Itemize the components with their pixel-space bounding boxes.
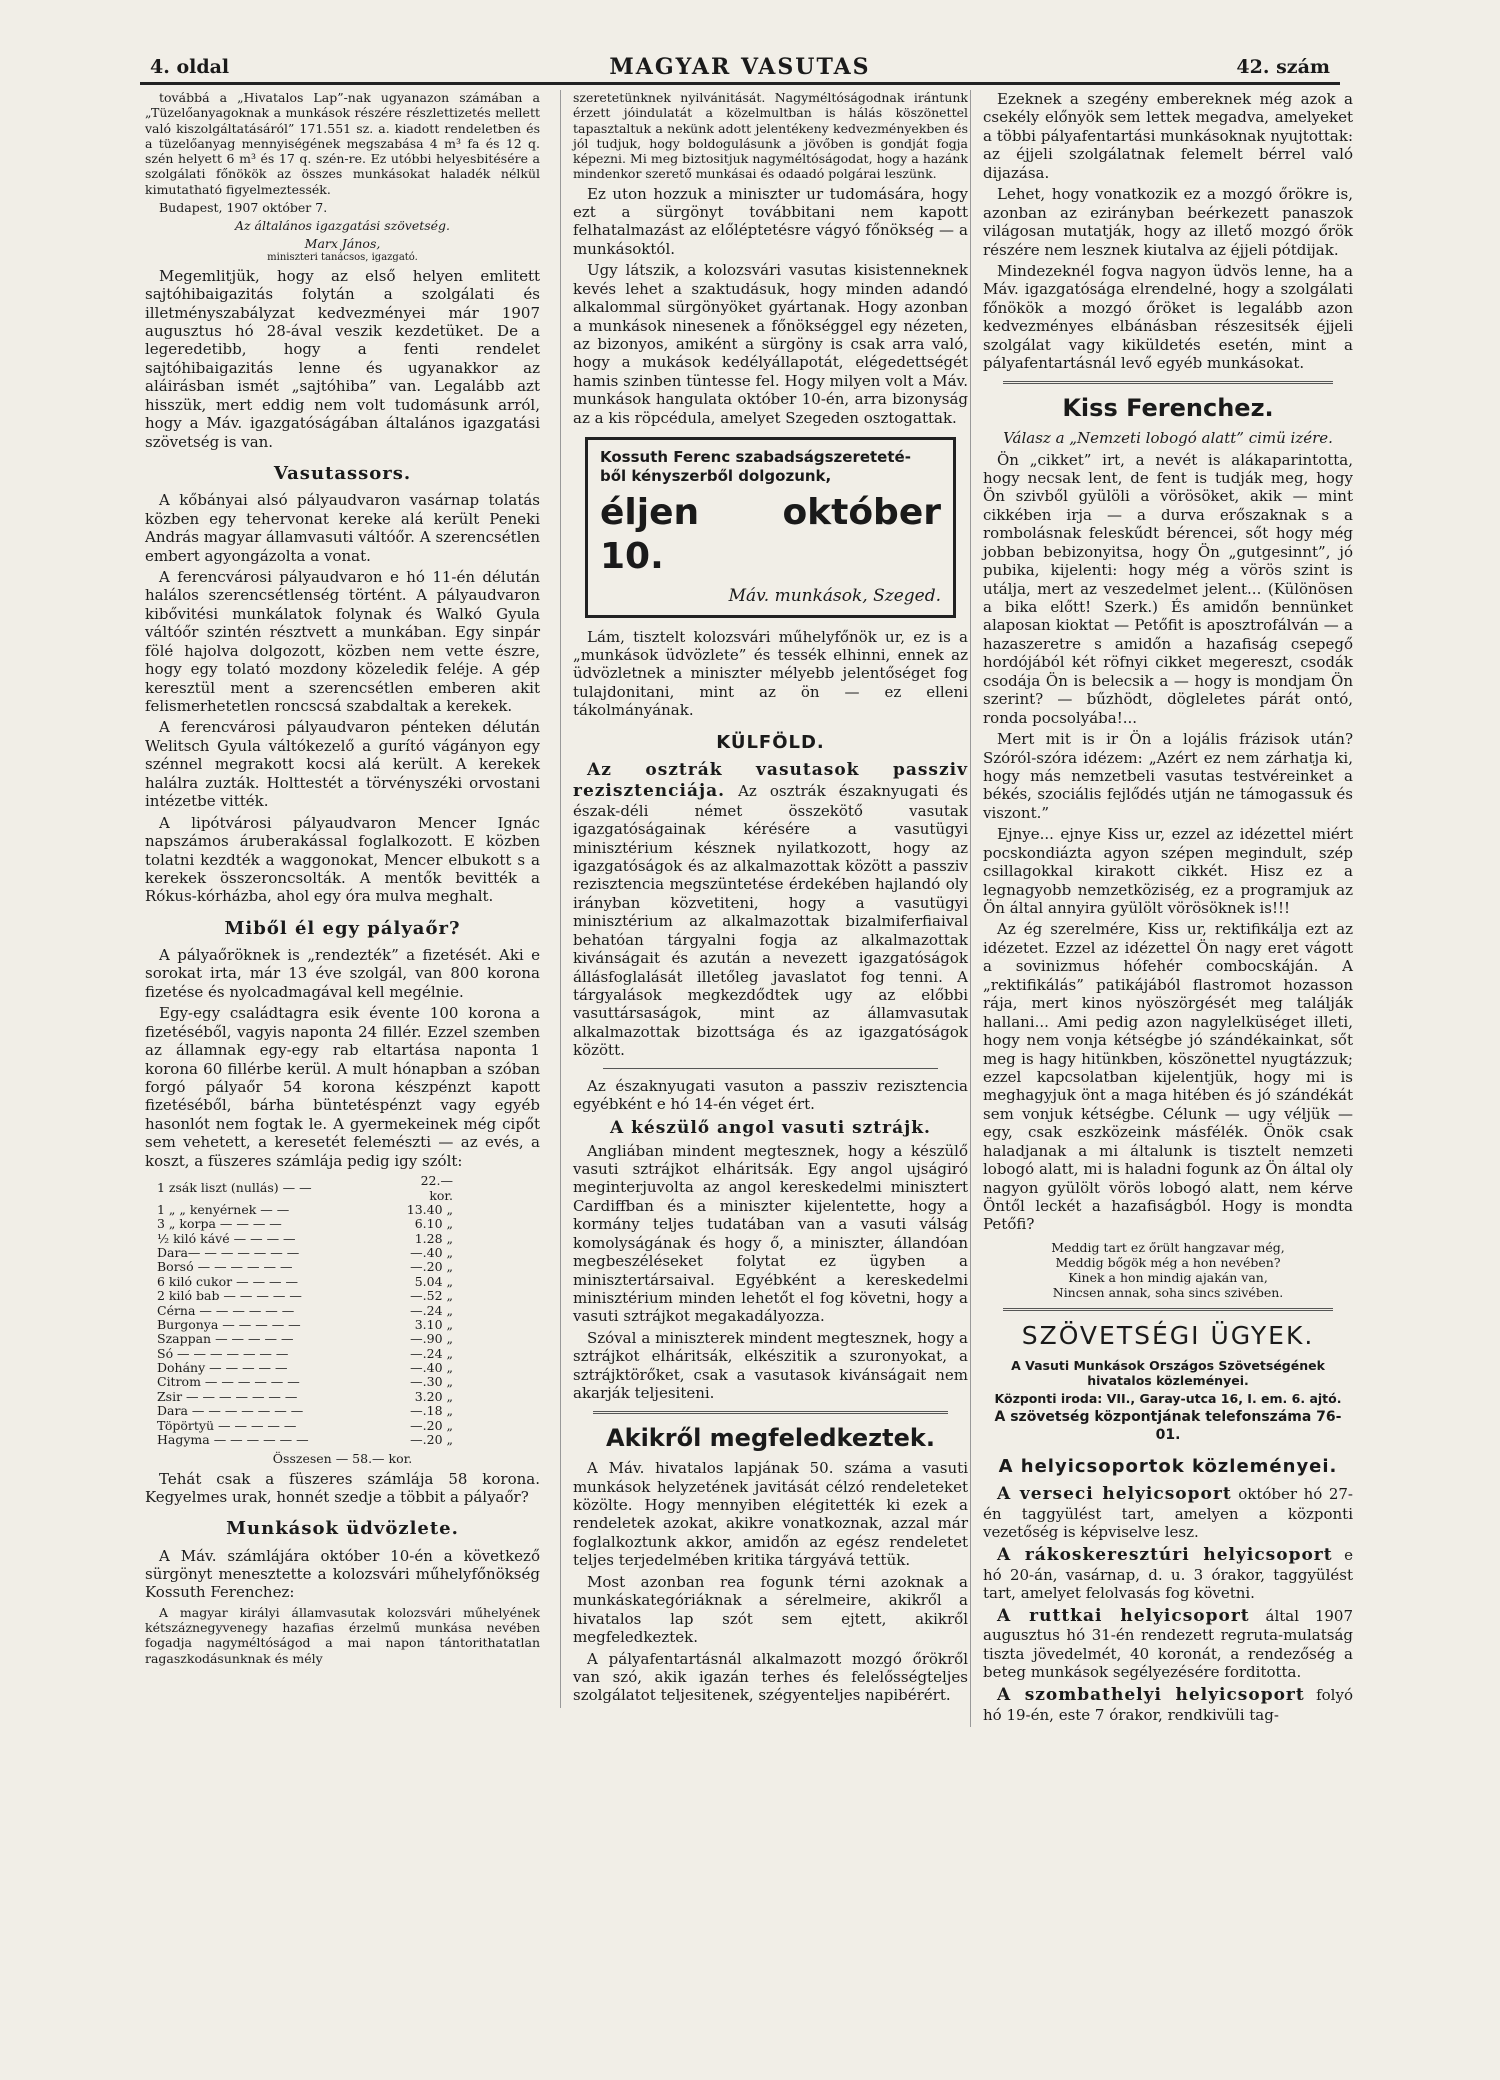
group-notice: október hó 27-én taggyülést tart, amelyen a központi vezetőség is képviselve lesz. <box>983 1484 1353 1542</box>
price-row <box>155 1275 455 1289</box>
price-total: Összesen — 58.— kor. <box>272 1451 413 1467</box>
price-item: Dara — — — — — — — <box>157 1403 304 1419</box>
intro-text: továbbá a „Hivatalos Lap”-nak ugyanazon számában a „Tüzelőanyagoknak a munkások részére részlettizetés mellett való kiszolgáltatásáról” 171.551 sz. a. kiadott rendeletben és a tüzelőanyag mennyiségének megszabása 4 m³ fa és 12 q. szén helyett 6 m³ és 17 q. szén-re. Ez utóbbi helyesbitésére a szolgálati főnökök az összes munkásokat haladék nélkül kimutatható figyelmeztessék. <box>145 90 540 197</box>
article-paragraph: A pályafentartásnál alkalmazott mozgó őrökről van szó, akik igazán terhes és felelősségteljes szolgálatot teljesitenek, szégyenteljes napibérért. <box>573 1649 968 1705</box>
price-row <box>155 1433 455 1447</box>
article-paragraph: A ferencvárosi pályaudvaron e hó 11-én délután halálos szerencsétlenség történt. A pályaudvaron kibővitési munkálatok folynak és Walkó Gyula váltóőr szintén résztvett a munkában. Egy sinpár fölé hajolva dolgozott, közben nem vette észre, hogy egy tolató mozdony közeledik feléje. A gép keresztül ment a szerencsétlen emberen akit felismerhetetlen roncscsá szabdaltak a kerekek. <box>145 567 540 715</box>
article-paragraph: Lehet, hogy vonatkozik ez a mozgó őrökre is, azonban az ezirányban beérkezett panaszok világosan mutatják, hogy az illető mozgó őrök részére nem lesznek kiutalva az éjjeli pótdijak. <box>983 185 1353 259</box>
price-value: —.18 „ <box>410 1403 453 1419</box>
article-paragraph: Az északnyugati vasuton a passziv rezisztencia egyébként e hó 14-én véget ért. <box>573 1076 968 1114</box>
price-item: Citrom — — — — — — <box>157 1374 300 1390</box>
price-item: Dohány — — — — — <box>157 1360 288 1376</box>
group-notice: folyó hó 19-én, este 7 órakor, rendkivüli tag- <box>983 1685 1353 1724</box>
telegram-text: A magyar királyi államvasutak kolozsvári műhelyének kétszáznegyvenegy hazafias érzelmű munkása nevében fogadja nagyméltóságod a mai napon tántorithatatlan ragaszkodásunknak és mély <box>145 1604 540 1666</box>
signoff: Az általános igazgatási szövetség. <box>234 218 451 233</box>
price-row <box>155 1404 455 1418</box>
price-row <box>155 1318 455 1332</box>
section-title-helyi: A helyicsoportok közleményei. <box>998 1455 1338 1477</box>
article-paragraph: A lipótvárosi pályaudvaron Mencer Ignác napszámos áruberakással foglalkozott. E közben tolatni kezdték a waggonokat, Mencer elbukott s a kerekek összeroncsolták. A mentők bevitték a Rókus-kórházba, ahol egy óra mulva meghalt. <box>145 813 540 906</box>
leaflet-box <box>585 437 956 617</box>
price-row <box>155 1361 455 1375</box>
price-row <box>155 1217 455 1231</box>
price-row <box>155 1260 455 1274</box>
phone-number: A szövetség központjának telefonszáma 76-01. <box>994 1409 1342 1443</box>
note-paragraph: Megemlitjük, hogy az első helyen emlitett sajtóhibaigazitás folytán a szolgálati és illetményszabályzat kedvezményei már 1907 augusztus hó 28-ával veszik kezdetüket. De a legeredetibb, hogy a fenti rendelet sajtóhibaigazitás lenne és ugyanakkor az aláirásban ismét „sajtóhiba” van. Legalább azt hisszük, mert eddig nem volt tudomásunk arról, hogy a Máv. igazgatóságában általános igazgatási szövetség is van. <box>145 266 540 451</box>
group-name: A szombathelyi helyicsoport <box>997 1684 1305 1705</box>
price-item: Burgonya — — — — — <box>157 1316 301 1332</box>
price-value: 3.10 „ <box>414 1316 453 1332</box>
column-1 <box>145 90 540 1669</box>
price-item: Hagyma — — — — — — <box>157 1431 309 1447</box>
poem-line: Kinek a hon mindig ajakán van, <box>1068 1269 1268 1285</box>
price-item: 6 kiló cukor — — — — <box>157 1273 299 1289</box>
group-name: A ruttkai helyicsoport <box>997 1605 1250 1626</box>
page-number: 4. oldal <box>150 56 230 78</box>
section-title-kiss: Kiss Ferenchez. <box>1062 393 1274 422</box>
price-value: 5.04 „ <box>414 1273 453 1289</box>
price-value: —.24 „ <box>410 1302 453 1318</box>
price-value: 22.— kor. <box>420 1173 453 1203</box>
price-item: 3 „ korpa — — — — <box>157 1216 282 1232</box>
article-paragraph: A Máv. számlájára október 10-én a következő sürgönyt menesztette a kolozsvári műhelyfőnökség Kossuth Ferenchez: <box>145 1546 540 1602</box>
price-value: —.40 „ <box>410 1360 453 1376</box>
column-3 <box>970 90 1353 1727</box>
divider <box>593 1411 948 1414</box>
poem <box>983 1240 1353 1300</box>
poem-line: Meddig bőgök még a hon nevében? <box>1055 1254 1281 1270</box>
telegram-continued: szeretetünknek nyilvánitását. Nagyméltóságodnak irántunk érzett jóindulatát a közelmultban is hálás köszönettel tapasztaltuk a nekünk adott jelentékeny kedvezményekben és jól tudjuk, hogy boldogulásunk a jövőben is gondját fogja képezni. Mi meg biztositjuk nagyméltóságodat, hogy a hazánk mindenkor szerető munkásai és odaadó polgárai leszünk. <box>573 90 968 182</box>
article-lead: A készülő angol vasuti sztrájk. <box>610 1117 931 1138</box>
price-item: Zsir — — — — — — — <box>157 1388 298 1404</box>
price-row <box>155 1289 455 1303</box>
article-paragraph: Ön „cikket” irt, a nevét is alákaparintotta, hogy necsak lent, de fent is tudják meg, hogy Ön szivből gyülöli a vörösöket, akik — mint cikkében irja — a durva erőszaknak s a rombolásnak feleskűdt bérencei, sőt hogy még jobban bebizonyitsa, hogy Ön „gutgesinnt”, jó pubika, kijelenti: hogy még a vörös szint is utálja, mert az veszedelmet jelent... (Különösen a bika előtt! Szerk.) És amidőn bennünket alaposan kioktat — Petőfit is aposztrofálván — a hazaszeretre s amidőn a hazafiság csepegő hordójából két röfnyi cikket megereszt, csodák csodája Ön is belecsik a — hogy is mondjam Ön szerint? — bűzhödt, dögleletes párát ontó, ronda pocsolyába!... <box>983 450 1353 727</box>
group-notice: e hó 20-án, vasárnap, d. u. 3 órakor, taggyülést tart, amelyet felolvasás fog követni. <box>983 1545 1353 1603</box>
price-list <box>155 1174 455 1447</box>
group-notice: által 1907 augusztus hó 31-én rendezett regruta-mulatság tiszta jövedelmét, 40 koronát, a rendezőség a beteg munkások segélyezésére forditotta. <box>983 1606 1353 1682</box>
section-title-kulfold: KÜLFÖLD. <box>716 731 825 753</box>
leaflet-slogan: éljen október 10. <box>600 492 941 578</box>
leaflet-line-2: ből kényszerből dolgozunk, <box>600 466 832 485</box>
article-paragraph: Ezeknek a szegény embereknek még azok a csekély előnyök sem lettek megadva, amelyeket a többi pályafentartási munkásoknak nyujtottak: az éjjeli szolgálatnak felemelt bérrel való dijazása. <box>983 90 1353 182</box>
section-title-munkasok: Munkások üdvözlete. <box>226 1518 459 1540</box>
issue-number: 42. szám <box>1236 56 1330 78</box>
price-item: Só — — — — — — — <box>157 1345 289 1361</box>
poem-line: Nincsen annak, soha sincs szivében. <box>1052 1284 1284 1300</box>
article-paragraph: Mindezeknél fogva nagyon üdvös lenne, ha a Máv. igazgatósága elrendelné, hogy a szolgálati főnökök a mozgó őröket is legalább azon kedvezményes elbánásban részesitsék éjjeli szolgálat vagy kiküldetés esetén, mint a pályafentartásnál levő egyéb munkásokat. <box>983 261 1353 373</box>
article-text: Az osztrák északnyugati és észak-déli német összekötő vasutak igazgatóságainak kérésére a vasutügyi minisztérium késznek nyilatkozott, hogy az igazgatóságok és az alkalmazottak között a passziv rezisztencia megszüntetése érdekében hajlandó oly irányban közvetiteni, hogy a vasutügyi minisztérium az alkalmazottak bizalmiferfiaival behatóan tárgyalni fogja az alkalmazottak kivánságait és azután a nevezett igazgatóságok állásfoglalását illetőleg javaslatot fog tenni. A tárgyalások megkezdődtek ugy az előbbi vasuttársaságok, mint az államvasutak alkalmazottak bizottsága és az igazgatóságok között. <box>573 781 968 1060</box>
price-item: Szappan — — — — — <box>157 1331 294 1347</box>
office-address: Központi iroda: VII., Garay-utca 16, I. em. 6. ajtó. <box>994 1391 1342 1407</box>
price-value: —.20 „ <box>410 1431 453 1447</box>
divider <box>1003 1308 1333 1311</box>
price-row <box>155 1347 455 1361</box>
price-row <box>155 1332 455 1346</box>
section-subtitle: Válasz a „Nemzeti lobogó alatt” cimü izére. <box>1003 429 1333 448</box>
article-paragraph: A Máv. hivatalos lapjának 50. száma a vasuti munkások helyzetének javitását célzó rendeleteket közölte. Hogy mennyiben elégitették ki ezek a rendeletek azokat, akikre vonatkoznak, azzal már foglalkoztunk akkor, amidőn az egész rendeletet teljes terjedelmében kritika tárgyává tettük. <box>573 1459 968 1570</box>
price-row <box>155 1304 455 1318</box>
dateline: Budapest, 1907 október 7. <box>159 199 328 215</box>
price-row <box>155 1419 455 1433</box>
group-name: A verseci helyicsoport <box>997 1483 1232 1504</box>
newspaper-title: MAGYAR VASUTAS <box>609 54 871 80</box>
leaflet-line-1: Kossuth Ferenc szabadságszereteté- <box>600 448 911 467</box>
article-paragraph: A ferencvárosi pályaudvaron pénteken délután Welitsch Gyula váltókezelő a gurító vágányon egy szénnel megrakott kocsi alá került. A kerekek halálra zuzták. Holttestét a törvényszéki orvostani intézetbe vitték. <box>145 718 540 811</box>
price-item: Dara— — — — — — — <box>157 1245 300 1261</box>
group-name: A rákoskeresztúri helyicsoport <box>997 1544 1333 1565</box>
article-paragraph: Ejnye... ejnye Kiss ur, ezzel az idézettel miért pocskondiázta agyon szépen megindult, szép csillagokkal kirakott cikkét. Hisz ez a legnagyobb nemzetköziség, ez a programjuk az Ön által annyira gyülölt vörösöknek is!!! <box>983 825 1353 918</box>
article-paragraph: Mert mit is ir Ön a lojális frázisok után? Szóról-szóra idézem: „Azért ez nem zárhatja ki, hogy más nemzetbeli vasutas testvéreinket a békés, szociális fejlődés utján ne támogassuk és viszont.” <box>983 730 1353 822</box>
section-title-szovetsegi: SZÖVETSÉGI ÜGYEK. <box>1021 1320 1315 1350</box>
price-item: ½ kiló kávé — — — — <box>157 1230 296 1246</box>
price-row <box>155 1203 455 1217</box>
price-item: Cérna — — — — — — <box>157 1302 295 1318</box>
article-paragraph: Ez uton hozzuk a miniszter ur tudomására, hogy ezt a sürgönyt továbbitani nem kapott felhatalmazást az előléptetésre vágyó főnökség — a munkásoktól. <box>573 184 968 258</box>
column-2 <box>560 90 968 1708</box>
price-item: 1 zsák liszt (nullás) — — <box>157 1180 312 1196</box>
price-value: 6.10 „ <box>414 1216 453 1232</box>
price-item: 1 „ „ kenyérnek — — <box>157 1201 290 1217</box>
section-title-akikrol: Akikről megfeledkeztek. <box>606 1423 935 1452</box>
article-paragraph: Ugy látszik, a kolozsvári vasutas kisistenneknek kevés lehet a szaktudásuk, hogy minden adandó alkalommal sürgönyöket gyártanak. Hogy azonban a munkások ninesenek a főnökséggel egy nézeten, az bizonyos, amiként a sürgöny is csak arra való, hogy a mukások kedélyállapotát, elégedettségét hamis szinben tüntesse fel. Hogy milyen volt a Máv. munkások hangulata október 10-én, arra bizonyság az a kis röpcédula, amelyet Szegeden osztogattak. <box>573 261 968 427</box>
article-paragraph: Most azonban rea fogunk térni azoknak a munkáskategóriáknak a sérelmeire, akikről a hivatalos lap szót sem ejtett, akikről megfeledkeztek. <box>573 1572 968 1647</box>
price-value: —.20 „ <box>410 1259 453 1275</box>
price-value: —.52 „ <box>410 1288 453 1304</box>
price-row <box>155 1174 455 1203</box>
article-paragraph: Tehát csak a füszeres számlája 58 korona. Kegyelmes urak, honnét szedje a többit a pályaőr? <box>145 1469 540 1506</box>
article-paragraph: Az ég szerelmére, Kiss ur, rektifikálja ezt az idézetet. Ezzel az idézettel Ön nagy eret vágott a sovinizmus hófehér combocskáján. A „rektifikálás” patikájából flastromot hozasson rája, mert kinos nyöszörgését meg találják hallani... Ami pedig azon nagylelküséget illeti, hogy nem vonja kétségbe jó szándékainkat, sőt meg is hagy hitünkben, köszönettel nyugtázzuk; ezzel kapcsolatban kijelentjük, hogy mi is meghagyjuk önt a maga hitében és jó szándékát sem vonjuk kétségbe. Célunk — ugy véljük — egy, csak eszközeink másfélék. Önök csak haladjanak a mi általunk is tisztelt nemzeti lobogó alatt, mi is haladni fogunk az Ön által oly nagyon gyülölt vörös lobogó alatt, nem kérve Öntől leckét a hazafiságból. Hogy is mondta Petőfi? <box>983 920 1353 1234</box>
section-subtitle: A Vasuti Munkások Országos Szövetségének hivatalos közleményei. <box>1011 1357 1325 1388</box>
article-paragraph: A kőbányai alsó pályaudvaron vasárnap tolatás közben egy tehervonat kereke alá került Peneki András magyar államvasuti váltóőr. A szerencsétlen embert agyongázolta a vonat. <box>145 491 540 565</box>
divider <box>603 1068 938 1069</box>
price-item: Borsó — — — — — — <box>157 1259 293 1275</box>
page-header <box>140 52 1340 85</box>
price-row <box>155 1375 455 1389</box>
article-lead: Az osztrák vasutasok passziv rezisztenciája. <box>573 759 968 801</box>
price-value: —.20 „ <box>410 1417 453 1433</box>
price-value: 3.20 „ <box>414 1388 453 1404</box>
signer-title: miniszteri tanácsos, igazgató. <box>267 251 418 263</box>
poem-line: Meddig tart ez őrült hangzavar még, <box>1051 1239 1285 1255</box>
price-item: Töpörtyü — — — — — <box>157 1417 297 1433</box>
price-value: 13.40 „ <box>406 1201 453 1217</box>
signer: Marx János, <box>304 236 381 252</box>
price-value: —.90 „ <box>410 1331 453 1347</box>
article-paragraph: Angliában mindent megtesznek, hogy a készülő vasuti sztrájkot elháritsák. Egy angol ujságiró meginterjuvolta az angol kereskedelmi minisztert Cardiffban és a miniszter kijelentette, hogy a kormány teljes tudatában van a vasuti válság komolyságának és hogy ő, a miniszter, állandóan megbeszéléseket folytat ez ügyben a minisztertársaival. Egyébként a kereskedelmi minisztérium minden lehetőt el fog követni, hogy a vasuti sztrájkot megakadályozza. <box>573 1141 968 1326</box>
price-value: —.24 „ <box>410 1345 453 1361</box>
price-row <box>155 1232 455 1246</box>
divider <box>1003 381 1333 384</box>
article-paragraph: Lám, tisztelt kolozsvári műhelyfőnök ur, ez is a „munkások üdvözlete” és tessék elhinni, ennek az üdvözletnek a miniszter mélyebb jelentőséget fog tulajdonitani, mint az ön — ez elleni tákolmányának. <box>573 627 968 720</box>
price-row <box>155 1390 455 1404</box>
section-title-miből: Miből él egy pályaőr? <box>224 917 461 939</box>
price-value: —.40 „ <box>410 1245 453 1261</box>
price-value: 1.28 „ <box>414 1230 453 1246</box>
article-paragraph: Szóval a miniszterek mindent megtesznek, hogy a sztrájkot elháritsák, elkészitik a szuronyokat, a sztrájktörőket, csak a vasutasok kivánságait nem akarják teljesiteni. <box>573 1328 968 1403</box>
section-title-vasutassors: Vasutassors. <box>273 463 412 485</box>
article-paragraph: A pályaőröknek is „rendezték” a fizetését. Aki e sorokat irta, már 13 éve szolgál, van 800 korona fizetése és nyolcadmagával kell megélnie. <box>145 945 540 1001</box>
price-item: 2 kiló bab — — — — — <box>157 1288 302 1304</box>
price-value: —.30 „ <box>410 1374 453 1390</box>
article-paragraph: Egy-egy családtagra esik évente 100 korona a fizetéséből, vagyis naponta 24 fillér. Ezzel szemben az államnak egy-egy rab eltartása naponta 1 korona 60 fillérbe kerül. A mult hónapban a szóban forgó pályaőr 54 korona készpénzt kapott fizetéséből, bárha büntetéspénzt vagy egyéb hasonlót nem fogtak le. A gyermekeinek még cipőt sem vehetett, a keresetét felemészti — az evés, a koszt, a füszeres számlája pedig igy szólt: <box>145 1004 540 1170</box>
leaflet-signature: Máv. munkások, Szeged. <box>728 585 941 606</box>
price-row <box>155 1246 455 1260</box>
